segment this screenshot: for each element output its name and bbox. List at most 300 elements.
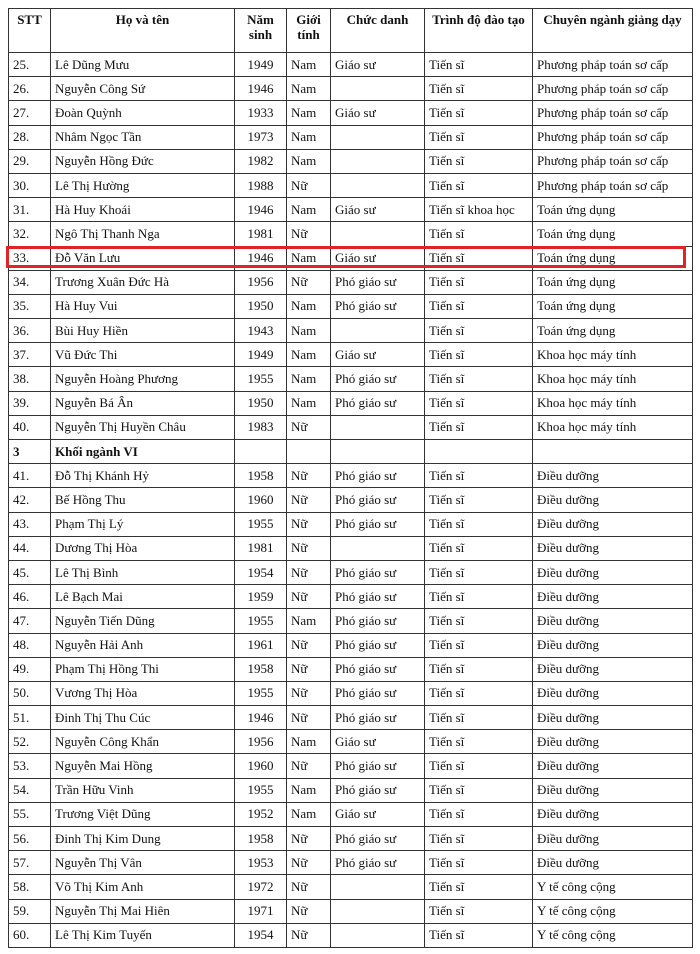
cell-title xyxy=(331,149,425,173)
cell-birth-year: 1973 xyxy=(235,125,287,149)
cell-major: Phương pháp toán sơ cấp xyxy=(533,77,693,101)
cell-degree: Tiến sĩ xyxy=(425,101,533,125)
cell-major: Điều dưỡng xyxy=(533,536,693,560)
cell-stt: 31. xyxy=(9,198,51,222)
cell-degree: Tiến sĩ xyxy=(425,609,533,633)
cell-gender: Nữ xyxy=(287,270,331,294)
cell-title: Phó giáo sư xyxy=(331,488,425,512)
cell-birth-year: 1983 xyxy=(235,415,287,439)
cell-title: Phó giáo sư xyxy=(331,367,425,391)
header-birth-year: Năm sinh xyxy=(235,9,287,53)
cell-major: Y tế công cộng xyxy=(533,923,693,947)
cell-birth-year: 1958 xyxy=(235,657,287,681)
cell-name: Nguyễn Thị Vân xyxy=(51,851,235,875)
cell-gender: Nam xyxy=(287,778,331,802)
cell-title: Giáo sư xyxy=(331,246,425,270)
table-row xyxy=(9,246,693,270)
cell-major: Y tế công cộng xyxy=(533,899,693,923)
table-row xyxy=(9,488,693,512)
cell-title: Phó giáo sư xyxy=(331,657,425,681)
table-row xyxy=(9,730,693,754)
cell-birth-year: 1960 xyxy=(235,488,287,512)
cell-name: Nguyễn Thị Huyền Châu xyxy=(51,415,235,439)
table-row xyxy=(9,560,693,584)
cell-stt: 39. xyxy=(9,391,51,415)
table-row xyxy=(9,198,693,222)
cell-gender: Nam xyxy=(287,367,331,391)
cell-title: Phó giáo sư xyxy=(331,585,425,609)
cell-gender: Nữ xyxy=(287,754,331,778)
table-row xyxy=(9,464,693,488)
cell-birth-year: 1953 xyxy=(235,851,287,875)
cell-stt: 47. xyxy=(9,609,51,633)
cell-major: Toán ứng dụng xyxy=(533,222,693,246)
cell-major: Điều dưỡng xyxy=(533,681,693,705)
cell-birth-year: 1971 xyxy=(235,899,287,923)
cell-stt: 25. xyxy=(9,53,51,77)
cell-birth-year: 1960 xyxy=(235,754,287,778)
cell-major: Điều dưỡng xyxy=(533,754,693,778)
cell-gender: Nam xyxy=(287,730,331,754)
table-row xyxy=(9,149,693,173)
cell-gender: Nữ xyxy=(287,222,331,246)
cell-title: Giáo sư xyxy=(331,198,425,222)
cell-major: Toán ứng dụng xyxy=(533,246,693,270)
cell-title: Phó giáo sư xyxy=(331,754,425,778)
cell-title: Giáo sư xyxy=(331,101,425,125)
cell-gender: Nam xyxy=(287,125,331,149)
cell-birth-year: 1961 xyxy=(235,633,287,657)
cell-name: Lê Dũng Mưu xyxy=(51,53,235,77)
cell-gender: Nữ xyxy=(287,827,331,851)
cell-title: Phó giáo sư xyxy=(331,778,425,802)
cell-gender: Nam xyxy=(287,609,331,633)
cell-major: Điều dưỡng xyxy=(533,778,693,802)
cell-name: Nguyễn Công Khẩn xyxy=(51,730,235,754)
cell-degree: Tiến sĩ xyxy=(425,536,533,560)
cell-major: Điều dưỡng xyxy=(533,657,693,681)
cell-stt: 28. xyxy=(9,125,51,149)
cell-name: Lê Thị Hường xyxy=(51,173,235,197)
cell-title: Phó giáo sư xyxy=(331,851,425,875)
table-row xyxy=(9,294,693,318)
table-row xyxy=(9,512,693,536)
cell-degree: Tiến sĩ xyxy=(425,706,533,730)
cell-name: Nguyễn Hồng Đức xyxy=(51,149,235,173)
cell-major: Khoa học máy tính xyxy=(533,391,693,415)
cell-stt: 52. xyxy=(9,730,51,754)
cell-birth-year: 1972 xyxy=(235,875,287,899)
cell-birth-year: 1946 xyxy=(235,246,287,270)
cell-major: Phương pháp toán sơ cấp xyxy=(533,53,693,77)
cell-birth-year: 1955 xyxy=(235,681,287,705)
cell-birth-year: 1950 xyxy=(235,391,287,415)
table-row xyxy=(9,706,693,730)
cell-name: Lê Bạch Mai xyxy=(51,585,235,609)
cell-stt: 33. xyxy=(9,246,51,270)
table-row xyxy=(9,367,693,391)
cell-major: Toán ứng dụng xyxy=(533,270,693,294)
cell-major: Khoa học máy tính xyxy=(533,415,693,439)
cell-stt: 37. xyxy=(9,343,51,367)
cell-gender: Nam xyxy=(287,294,331,318)
cell-gender: Nữ xyxy=(287,585,331,609)
cell-stt: 56. xyxy=(9,827,51,851)
cell-stt: 35. xyxy=(9,294,51,318)
cell-name: Bùi Huy Hiền xyxy=(51,319,235,343)
cell-stt: 40. xyxy=(9,415,51,439)
cell-major: Phương pháp toán sơ cấp xyxy=(533,149,693,173)
cell-major: Điều dưỡng xyxy=(533,827,693,851)
cell-title: Phó giáo sư xyxy=(331,633,425,657)
cell-stt: 26. xyxy=(9,77,51,101)
cell-title xyxy=(331,899,425,923)
cell-birth-year: 1955 xyxy=(235,778,287,802)
cell-title: Phó giáo sư xyxy=(331,270,425,294)
cell-birth-year: 1955 xyxy=(235,367,287,391)
cell-name: Nguyễn Bá Ân xyxy=(51,391,235,415)
cell-gender: Nam xyxy=(287,198,331,222)
cell-major: Toán ứng dụng xyxy=(533,198,693,222)
table-body xyxy=(9,53,693,948)
cell-major: Toán ứng dụng xyxy=(533,319,693,343)
cell-name: Bế Hồng Thu xyxy=(51,488,235,512)
cell-name: Đoàn Quỳnh xyxy=(51,101,235,125)
cell-title xyxy=(331,173,425,197)
cell-name: Dương Thị Hòa xyxy=(51,536,235,560)
cell-stt: 54. xyxy=(9,778,51,802)
table-row xyxy=(9,270,693,294)
cell-degree xyxy=(425,440,533,464)
group-row xyxy=(9,440,693,464)
cell-name: Đỗ Văn Lưu xyxy=(51,246,235,270)
cell-gender: Nữ xyxy=(287,415,331,439)
cell-degree: Tiến sĩ xyxy=(425,367,533,391)
cell-stt: 44. xyxy=(9,536,51,560)
cell-title: Giáo sư xyxy=(331,53,425,77)
cell-degree: Tiến sĩ xyxy=(425,730,533,754)
cell-birth-year: 1988 xyxy=(235,173,287,197)
cell-birth-year: 1954 xyxy=(235,560,287,584)
cell-stt: 59. xyxy=(9,899,51,923)
cell-stt: 32. xyxy=(9,222,51,246)
cell-stt: 34. xyxy=(9,270,51,294)
cell-gender: Nam xyxy=(287,802,331,826)
header-title: Chức danh xyxy=(331,9,425,53)
cell-gender: Nữ xyxy=(287,681,331,705)
cell-degree: Tiến sĩ xyxy=(425,77,533,101)
cell-stt: 48. xyxy=(9,633,51,657)
cell-degree: Tiến sĩ xyxy=(425,319,533,343)
table-row xyxy=(9,851,693,875)
cell-gender: Nam xyxy=(287,246,331,270)
cell-gender: Nữ xyxy=(287,536,331,560)
cell-stt: 30. xyxy=(9,173,51,197)
header-stt: STT xyxy=(9,9,51,53)
cell-major: Điều dưỡng xyxy=(533,609,693,633)
cell-title xyxy=(331,77,425,101)
table-row xyxy=(9,53,693,77)
cell-stt: 58. xyxy=(9,875,51,899)
cell-gender: Nữ xyxy=(287,706,331,730)
cell-name: Đinh Thị Thu Cúc xyxy=(51,706,235,730)
cell-title: Giáo sư xyxy=(331,802,425,826)
cell-gender: Nữ xyxy=(287,633,331,657)
cell-stt: 46. xyxy=(9,585,51,609)
cell-title: Phó giáo sư xyxy=(331,681,425,705)
cell-birth-year: 1958 xyxy=(235,464,287,488)
cell-stt: 38. xyxy=(9,367,51,391)
cell-stt: 36. xyxy=(9,319,51,343)
cell-degree: Tiến sĩ xyxy=(425,923,533,947)
table-row xyxy=(9,125,693,149)
cell-major: Phương pháp toán sơ cấp xyxy=(533,101,693,125)
cell-degree: Tiến sĩ xyxy=(425,827,533,851)
cell-name: Đỗ Thị Khánh Hỷ xyxy=(51,464,235,488)
table-row xyxy=(9,343,693,367)
cell-title: Phó giáo sư xyxy=(331,560,425,584)
cell-birth-year: 1956 xyxy=(235,730,287,754)
cell-major: Điều dưỡng xyxy=(533,730,693,754)
cell-gender: Nam xyxy=(287,53,331,77)
cell-degree: Tiến sĩ xyxy=(425,125,533,149)
cell-stt: 53. xyxy=(9,754,51,778)
cell-degree: Tiến sĩ xyxy=(425,294,533,318)
table-row xyxy=(9,585,693,609)
cell-degree: Tiến sĩ xyxy=(425,343,533,367)
cell-gender: Nữ xyxy=(287,851,331,875)
cell-degree: Tiến sĩ xyxy=(425,778,533,802)
cell-name: Trần Hữu Vinh xyxy=(51,778,235,802)
cell-name: Đinh Thị Kim Dung xyxy=(51,827,235,851)
cell-degree: Tiến sĩ xyxy=(425,464,533,488)
header-major: Chuyên ngành giảng dạy xyxy=(533,9,693,53)
table-row xyxy=(9,77,693,101)
cell-degree: Tiến sĩ xyxy=(425,173,533,197)
cell-degree: Tiến sĩ xyxy=(425,657,533,681)
table-row xyxy=(9,778,693,802)
cell-stt: 49. xyxy=(9,657,51,681)
header-degree: Trình độ đào tạo xyxy=(425,9,533,53)
cell-degree: Tiến sĩ xyxy=(425,512,533,536)
cell-birth-year: 1949 xyxy=(235,343,287,367)
cell-degree: Tiến sĩ xyxy=(425,875,533,899)
cell-gender: Nữ xyxy=(287,560,331,584)
table-row xyxy=(9,173,693,197)
cell-major: Điều dưỡng xyxy=(533,802,693,826)
cell-stt: 50. xyxy=(9,681,51,705)
cell-major: Khoa học máy tính xyxy=(533,367,693,391)
cell-gender: Nữ xyxy=(287,512,331,536)
cell-gender: Nam xyxy=(287,101,331,125)
cell-degree: Tiến sĩ xyxy=(425,53,533,77)
table-row xyxy=(9,536,693,560)
cell-name: Nguyễn Hoàng Phương xyxy=(51,367,235,391)
staff-table xyxy=(8,8,693,948)
cell-title xyxy=(331,875,425,899)
cell-name: Nguyễn Mai Hồng xyxy=(51,754,235,778)
cell-gender: Nam xyxy=(287,77,331,101)
cell-stt: 41. xyxy=(9,464,51,488)
table-row xyxy=(9,899,693,923)
cell-name: Nguyễn Thị Mai Hiên xyxy=(51,899,235,923)
header-name: Họ và tên xyxy=(51,9,235,53)
cell-title: Phó giáo sư xyxy=(331,464,425,488)
cell-birth-year: 1955 xyxy=(235,512,287,536)
cell-title xyxy=(331,536,425,560)
cell-gender: Nữ xyxy=(287,899,331,923)
cell-stt: 45. xyxy=(9,560,51,584)
cell-stt: 60. xyxy=(9,923,51,947)
cell-degree: Tiến sĩ xyxy=(425,754,533,778)
cell-name: Nguyễn Hải Anh xyxy=(51,633,235,657)
cell-gender: Nữ xyxy=(287,923,331,947)
cell-birth-year: 1952 xyxy=(235,802,287,826)
cell-degree: Tiến sĩ xyxy=(425,391,533,415)
table-row xyxy=(9,681,693,705)
cell-major: Điều dưỡng xyxy=(533,706,693,730)
table-row xyxy=(9,391,693,415)
table-row xyxy=(9,222,693,246)
cell-major: Phương pháp toán sơ cấp xyxy=(533,173,693,197)
cell-degree: Tiến sĩ xyxy=(425,270,533,294)
cell-birth-year: 1954 xyxy=(235,923,287,947)
cell-name: Lê Thị Kim Tuyến xyxy=(51,923,235,947)
cell-name: Nguyễn Công Sứ xyxy=(51,77,235,101)
cell-degree: Tiến sĩ xyxy=(425,222,533,246)
cell-title xyxy=(331,415,425,439)
cell-stt: 55. xyxy=(9,802,51,826)
table-row xyxy=(9,827,693,851)
cell-name: Khối ngành VI xyxy=(51,440,235,464)
cell-degree: Tiến sĩ xyxy=(425,415,533,439)
cell-birth-year: 1981 xyxy=(235,536,287,560)
cell-degree: Tiến sĩ xyxy=(425,851,533,875)
table-row xyxy=(9,875,693,899)
table-row xyxy=(9,101,693,125)
cell-title xyxy=(331,923,425,947)
cell-birth-year: 1958 xyxy=(235,827,287,851)
cell-birth-year: 1956 xyxy=(235,270,287,294)
cell-birth-year: 1943 xyxy=(235,319,287,343)
table-row xyxy=(9,657,693,681)
table-row xyxy=(9,415,693,439)
cell-name: Trương Xuân Đức Hà xyxy=(51,270,235,294)
cell-major: Điều dưỡng xyxy=(533,464,693,488)
cell-gender: Nữ xyxy=(287,488,331,512)
cell-birth-year: 1946 xyxy=(235,77,287,101)
cell-birth-year: 1981 xyxy=(235,222,287,246)
cell-major: Điều dưỡng xyxy=(533,585,693,609)
cell-name: Vũ Đức Thi xyxy=(51,343,235,367)
cell-major: Điều dưỡng xyxy=(533,633,693,657)
cell-degree: Tiến sĩ xyxy=(425,149,533,173)
cell-gender: Nam xyxy=(287,319,331,343)
table-row xyxy=(9,754,693,778)
cell-birth-year: 1950 xyxy=(235,294,287,318)
table-header-row xyxy=(9,9,693,53)
table-row xyxy=(9,802,693,826)
cell-title: Phó giáo sư xyxy=(331,391,425,415)
cell-degree: Tiến sĩ xyxy=(425,488,533,512)
cell-gender: Nam xyxy=(287,149,331,173)
cell-title: Giáo sư xyxy=(331,343,425,367)
cell-birth-year: 1946 xyxy=(235,198,287,222)
cell-stt: 43. xyxy=(9,512,51,536)
cell-title: Giáo sư xyxy=(331,730,425,754)
cell-birth-year: 1946 xyxy=(235,706,287,730)
cell-degree: Tiến sĩ khoa học xyxy=(425,198,533,222)
cell-major: Toán ứng dụng xyxy=(533,294,693,318)
cell-degree: Tiến sĩ xyxy=(425,681,533,705)
cell-name: Nguyễn Tiến Dũng xyxy=(51,609,235,633)
cell-title xyxy=(331,125,425,149)
cell-birth-year: 1959 xyxy=(235,585,287,609)
cell-name: Phạm Thị Lý xyxy=(51,512,235,536)
cell-major: Khoa học máy tính xyxy=(533,343,693,367)
table-row xyxy=(9,319,693,343)
cell-name: Trương Việt Dũng xyxy=(51,802,235,826)
cell-birth-year: 1955 xyxy=(235,609,287,633)
table-row xyxy=(9,609,693,633)
cell-stt: 27. xyxy=(9,101,51,125)
cell-birth-year xyxy=(235,440,287,464)
table-row xyxy=(9,633,693,657)
cell-name: Ngô Thị Thanh Nga xyxy=(51,222,235,246)
cell-gender xyxy=(287,440,331,464)
cell-major: Điều dưỡng xyxy=(533,512,693,536)
cell-major xyxy=(533,440,693,464)
cell-title: Phó giáo sư xyxy=(331,609,425,633)
cell-birth-year: 1933 xyxy=(235,101,287,125)
cell-title: Phó giáo sư xyxy=(331,512,425,536)
cell-name: Phạm Thị Hồng Thi xyxy=(51,657,235,681)
cell-title: Phó giáo sư xyxy=(331,827,425,851)
cell-stt: 57. xyxy=(9,851,51,875)
cell-stt: 51. xyxy=(9,706,51,730)
cell-title xyxy=(331,319,425,343)
cell-name: Vương Thị Hòa xyxy=(51,681,235,705)
cell-stt: 3 xyxy=(9,440,51,464)
cell-title xyxy=(331,440,425,464)
cell-degree: Tiến sĩ xyxy=(425,246,533,270)
table-row xyxy=(9,923,693,947)
cell-degree: Tiến sĩ xyxy=(425,585,533,609)
cell-gender: Nữ xyxy=(287,173,331,197)
cell-stt: 42. xyxy=(9,488,51,512)
cell-gender: Nam xyxy=(287,391,331,415)
cell-gender: Nữ xyxy=(287,657,331,681)
cell-name: Hà Huy Khoái xyxy=(51,198,235,222)
cell-major: Y tế công cộng xyxy=(533,875,693,899)
cell-gender: Nam xyxy=(287,343,331,367)
cell-name: Võ Thị Kim Anh xyxy=(51,875,235,899)
cell-birth-year: 1982 xyxy=(235,149,287,173)
cell-degree: Tiến sĩ xyxy=(425,633,533,657)
cell-major: Phương pháp toán sơ cấp xyxy=(533,125,693,149)
cell-name: Hà Huy Vui xyxy=(51,294,235,318)
header-gender: Giới tính xyxy=(287,9,331,53)
cell-major: Điều dưỡng xyxy=(533,488,693,512)
cell-title: Phó giáo sư xyxy=(331,294,425,318)
cell-title: Phó giáo sư xyxy=(331,706,425,730)
cell-title xyxy=(331,222,425,246)
cell-name: Nhâm Ngọc Tần xyxy=(51,125,235,149)
cell-gender: Nữ xyxy=(287,875,331,899)
cell-major: Điều dưỡng xyxy=(533,851,693,875)
cell-name: Lê Thị Bình xyxy=(51,560,235,584)
cell-major: Điều dưỡng xyxy=(533,560,693,584)
